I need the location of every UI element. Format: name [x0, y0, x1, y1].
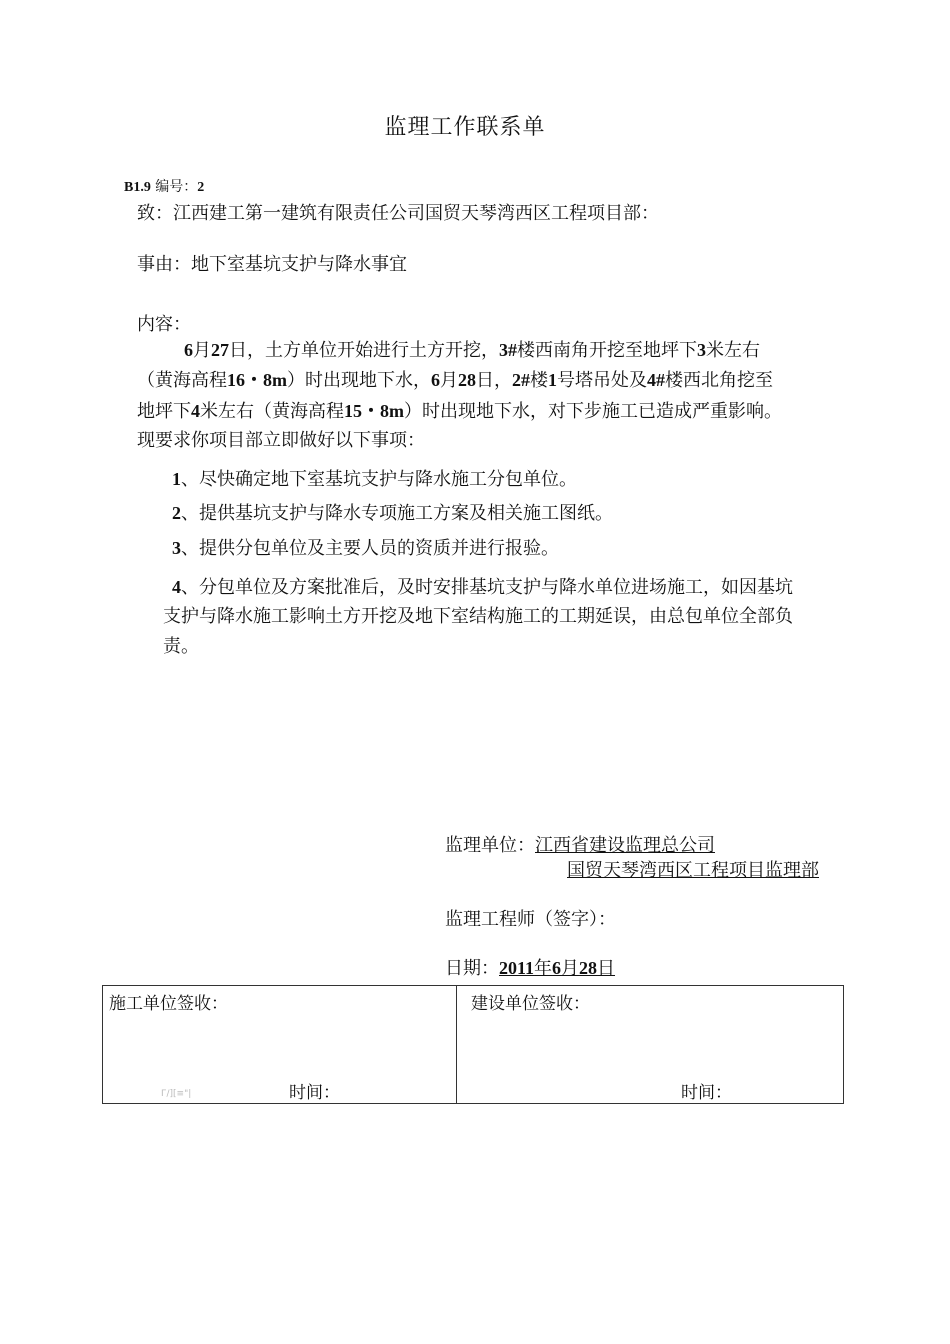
- contractor-signoff-label: 施工单位签收：: [109, 994, 228, 1014]
- body-text: 米左右: [706, 340, 760, 361]
- body-text: 月: [193, 340, 211, 361]
- faint-mark: Г/][≡"|: [161, 1089, 192, 1099]
- item-2: [172, 497, 613, 530]
- addressee-line: 致：江西建工第一建筑有限责任公司国贸天琴湾西区工程项目部：: [137, 203, 659, 224]
- supervisor-unit: [445, 831, 715, 857]
- body-number: 6: [184, 340, 193, 360]
- item-number: 2: [172, 503, 181, 523]
- item-text: 、提供分包单位及主要人员的资质并进行报验。: [181, 538, 559, 559]
- body-number: 4#: [647, 370, 665, 390]
- owner-time-label: 时间：: [681, 1083, 732, 1103]
- item-text: 、分包单位及方案批准后，及时安排基坑支护与降水单位进场施工，如因基坑: [181, 577, 793, 598]
- date-label: 日期：: [445, 958, 499, 979]
- supervisor-engineer-label: 监理工程师（签字）：: [445, 909, 616, 930]
- subject-line: 事由：地下室基坑支护与降水事宜: [137, 254, 407, 275]
- body-number: 28: [458, 370, 476, 390]
- item-3: [172, 532, 559, 565]
- body-text: 日，: [476, 370, 512, 391]
- item-1: [172, 463, 577, 496]
- body-number: 27: [211, 340, 229, 360]
- code-label: 编号：: [155, 179, 198, 195]
- body-text: 楼: [530, 370, 548, 391]
- document-date: [445, 954, 615, 980]
- body-text: （黄海高程: [137, 370, 227, 391]
- code-prefix: B1.9: [124, 180, 151, 195]
- body-line-4: 现要求你项目部立即做好以下事项：: [137, 430, 425, 451]
- item-number: 4: [172, 577, 181, 597]
- body-text: 米左右（黄海高程: [200, 401, 344, 422]
- body-line-1: [184, 334, 760, 367]
- body-line-2: [137, 364, 773, 397]
- body-text: 号塔吊处及: [557, 370, 647, 391]
- item-number: 1: [172, 469, 181, 489]
- body-text: 楼西南角开挖至地坪下: [517, 340, 697, 361]
- contractor-signoff-cell: [103, 986, 457, 1104]
- body-text: ）时出现地下水，对下步施工已造成严重影响。: [404, 401, 782, 422]
- body-number: 6: [431, 370, 440, 390]
- supervisor-unit-name: 江西省建设监理总公司: [535, 835, 715, 856]
- body-text: ）时出现地下水，: [287, 370, 431, 391]
- item-text: 、提供基坑支护与降水专项施工方案及相关施工图纸。: [181, 503, 613, 524]
- body-number: 1: [548, 370, 557, 390]
- document-code: [124, 176, 204, 196]
- body-text: 日，土方单位开始进行土方开挖，: [229, 340, 499, 361]
- supervisor-dept: 国贸天琴湾西区工程项目监理部: [567, 860, 819, 881]
- body-text: 楼西北角挖至: [665, 370, 773, 391]
- item-number: 3: [172, 538, 181, 558]
- item-4-line-3: 责。: [163, 636, 199, 657]
- body-number: 16・8m: [227, 370, 287, 390]
- body-number: 3: [697, 340, 706, 360]
- content-label: 内容：: [137, 314, 191, 335]
- item-4-line-2: 支护与降水施工影响土方开挖及地下室结构施工的工期延误，由总包单位全部负: [163, 606, 793, 627]
- body-text: 地坪下: [137, 401, 191, 422]
- body-text: 月: [440, 370, 458, 391]
- code-value: 2: [197, 180, 205, 195]
- body-number: 4: [191, 401, 200, 421]
- signoff-table: [102, 985, 844, 1104]
- body-number: 3#: [499, 340, 517, 360]
- body-number: 2#: [512, 370, 530, 390]
- document-title: 监理工作联系单: [384, 115, 546, 140]
- owner-signoff-cell: [457, 986, 844, 1104]
- body-number: 15・8m: [344, 401, 404, 421]
- item-text: 、尽快确定地下室基坑支护与降水施工分包单位。: [181, 469, 577, 490]
- item-4: [172, 571, 793, 604]
- owner-signoff-label: 建设单位签收：: [471, 994, 590, 1014]
- supervisor-unit-label: 监理单位：: [445, 835, 535, 856]
- contractor-time-label: 时间：: [289, 1083, 340, 1103]
- body-line-3: [137, 395, 782, 428]
- date-value: 2011年6月28日: [499, 958, 616, 979]
